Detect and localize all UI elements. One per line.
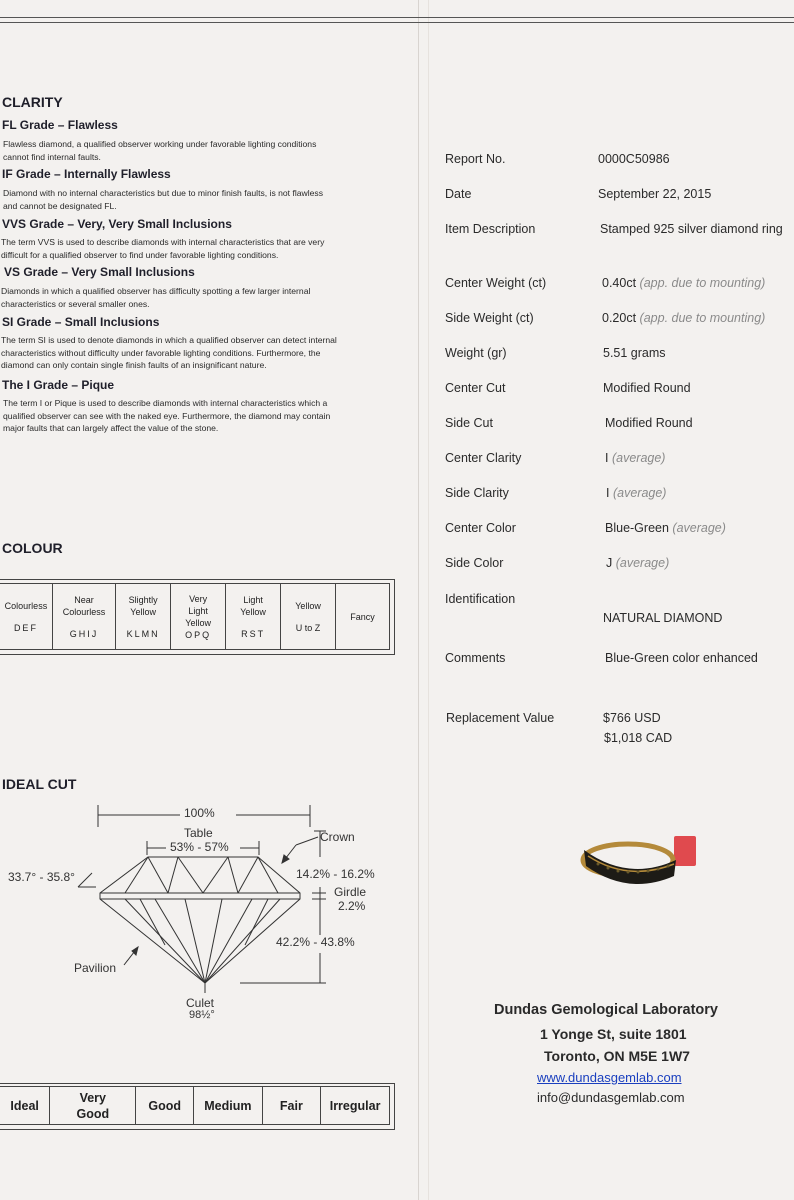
pavilion-depth: 42.2% - 43.8% xyxy=(276,935,355,949)
grade-heading: IF Grade – Internally Flawless xyxy=(2,167,171,181)
lab-address-1: 1 Yonge St, suite 1801 xyxy=(540,1026,687,1042)
side-cut: Modified Round xyxy=(605,416,693,430)
grade-text: Diamond with no internal characteristics but due to minor finish faults, is not flawless and cannot be designated FL. xyxy=(3,188,324,211)
colour-cell: Colourless DEF xyxy=(0,584,52,650)
grade-heading: VS Grade – Very Small Inclusions xyxy=(4,265,195,279)
replacement-cad: $1,018 CAD xyxy=(604,731,673,745)
identification-label: Identification xyxy=(445,592,516,606)
grade-heading: The I Grade – Pique xyxy=(2,378,115,392)
item-value: Stamped 925 silver diamond ring xyxy=(600,222,783,236)
clarity-title: CLARITY xyxy=(2,94,63,110)
report-no: 0000C50986 xyxy=(598,152,670,166)
culet-label: Culet xyxy=(186,996,215,1010)
grade-text: The term I or Pique is used to describe diamonds with internal characteristics which a qualified observer can see with the naked eye. Furthermore, the diamond may contain major faults that can largely affect the value of the stone. xyxy=(3,398,331,433)
identification: NATURAL DIAMOND xyxy=(603,611,723,625)
page-fold xyxy=(418,0,419,1200)
top-rule-2 xyxy=(0,22,794,23)
weight-label: Weight (gr) xyxy=(445,346,507,360)
side-clarity-label: Side Clarity xyxy=(445,486,509,500)
table-range: 53% - 57% xyxy=(170,840,229,854)
center-clarity-label: Center Clarity xyxy=(445,451,522,465)
ideal-cut-title: IDEAL CUT xyxy=(2,776,77,792)
center-color: Blue-Green (average) xyxy=(605,521,726,535)
pavilion-label: Pavilion xyxy=(74,961,117,975)
center-color-label: Center Color xyxy=(445,521,516,535)
colour-cell: Light Yellow RST xyxy=(226,584,281,650)
grade-text: Flawless diamond, a qualified observer working under favorable lighting conditions cannot find internal faults. xyxy=(3,139,317,162)
lab-website-link[interactable]: www.dundasgemlab.com xyxy=(537,1070,682,1085)
cut-grade-cell: Fair xyxy=(262,1087,321,1125)
crown-angle: 33.7° - 35.8° xyxy=(8,870,75,884)
comments: Blue-Green color enhanced xyxy=(605,651,758,665)
grade-heading: FL Grade – Flawless xyxy=(2,118,118,132)
cut-grade-cell: Ideal xyxy=(0,1087,50,1125)
replacement-usd: $766 USD xyxy=(603,711,661,725)
cut-grade-cell: Irregular xyxy=(321,1087,390,1125)
center-cut-label: Center Cut xyxy=(445,381,506,395)
girdle-value: 2.2% xyxy=(338,899,366,913)
colour-cell: Slightly Yellow KLMN xyxy=(116,584,171,650)
weight-value: 5.51 grams xyxy=(603,346,666,360)
cut-grade-cell: Medium xyxy=(194,1087,262,1125)
replacement-label: Replacement Value xyxy=(446,711,555,725)
side-cut-label: Side Cut xyxy=(445,416,493,430)
grade-text: Diamonds in which a qualified observer has difficulty spotting a few larger internal characteristics or several smaller ones. xyxy=(1,286,311,309)
ring-photo xyxy=(578,820,698,898)
colour-cell: Very Light Yellow OPQ xyxy=(171,584,226,650)
comments-label: Comments xyxy=(445,651,506,665)
center-cut: Modified Round xyxy=(603,381,691,395)
colour-cell: Yellow U to Z xyxy=(281,584,336,650)
center-weight: 0.40ct (app. due to mounting) xyxy=(602,276,766,290)
date-value: September 22, 2015 xyxy=(598,187,712,201)
top-rule xyxy=(0,17,794,18)
table-label: Table xyxy=(184,826,213,840)
center-clarity: I (average) xyxy=(605,451,666,465)
colour-title: COLOUR xyxy=(2,540,63,556)
cut-grade-table xyxy=(0,1086,390,1125)
colour-table xyxy=(0,583,390,650)
side-weight: 0.20ct (app. due to mounting) xyxy=(602,311,766,325)
girdle-label: Girdle xyxy=(334,885,367,899)
side-weight-label: Side Weight (ct) xyxy=(445,311,534,325)
date-label: Date xyxy=(445,187,472,201)
item-label: Item Description xyxy=(445,222,536,236)
report-no-label: Report No. xyxy=(445,152,506,166)
grade-heading: SI Grade – Small Inclusions xyxy=(2,315,160,329)
center-weight-label: Center Weight (ct) xyxy=(445,276,547,290)
crown-height: 14.2% - 16.2% xyxy=(296,867,375,881)
side-clarity: I (average) xyxy=(606,486,667,500)
grade-heading: VVS Grade – Very, Very Small Inclusions xyxy=(2,217,232,231)
width-label: 100% xyxy=(184,806,215,820)
crown-label: Crown xyxy=(320,830,355,844)
colour-cell: Fancy xyxy=(336,584,390,650)
colour-cell: Near Colourless GHIJ xyxy=(52,584,115,650)
culet-value: 98½° xyxy=(189,1009,215,1021)
cut-grade-cell: Very Good xyxy=(50,1087,136,1125)
grade-text: The term VVS is used to describe diamonds with internal characteristics that are very difficult for a qualified observer to find under favorable lighting conditions. xyxy=(1,237,325,260)
lab-address-2: Toronto, ON M5E 1W7 xyxy=(544,1048,690,1064)
side-color-label: Side Color xyxy=(445,556,504,570)
lab-name: Dundas Gemological Laboratory xyxy=(494,1002,718,1018)
side-color: J (average) xyxy=(606,556,670,570)
page-fold-shadow xyxy=(428,0,429,1200)
cut-grade-cell: Good xyxy=(136,1087,194,1125)
grade-text: The term SI is used to denote diamonds in which a qualified observer can detect internal characteristics without difficulty under favorable lighting conditions. Furthermore, the diamond can only contain single finish faults of an insignificant nature. xyxy=(1,335,337,370)
lab-email: info@dundasgemlab.com xyxy=(537,1090,685,1105)
